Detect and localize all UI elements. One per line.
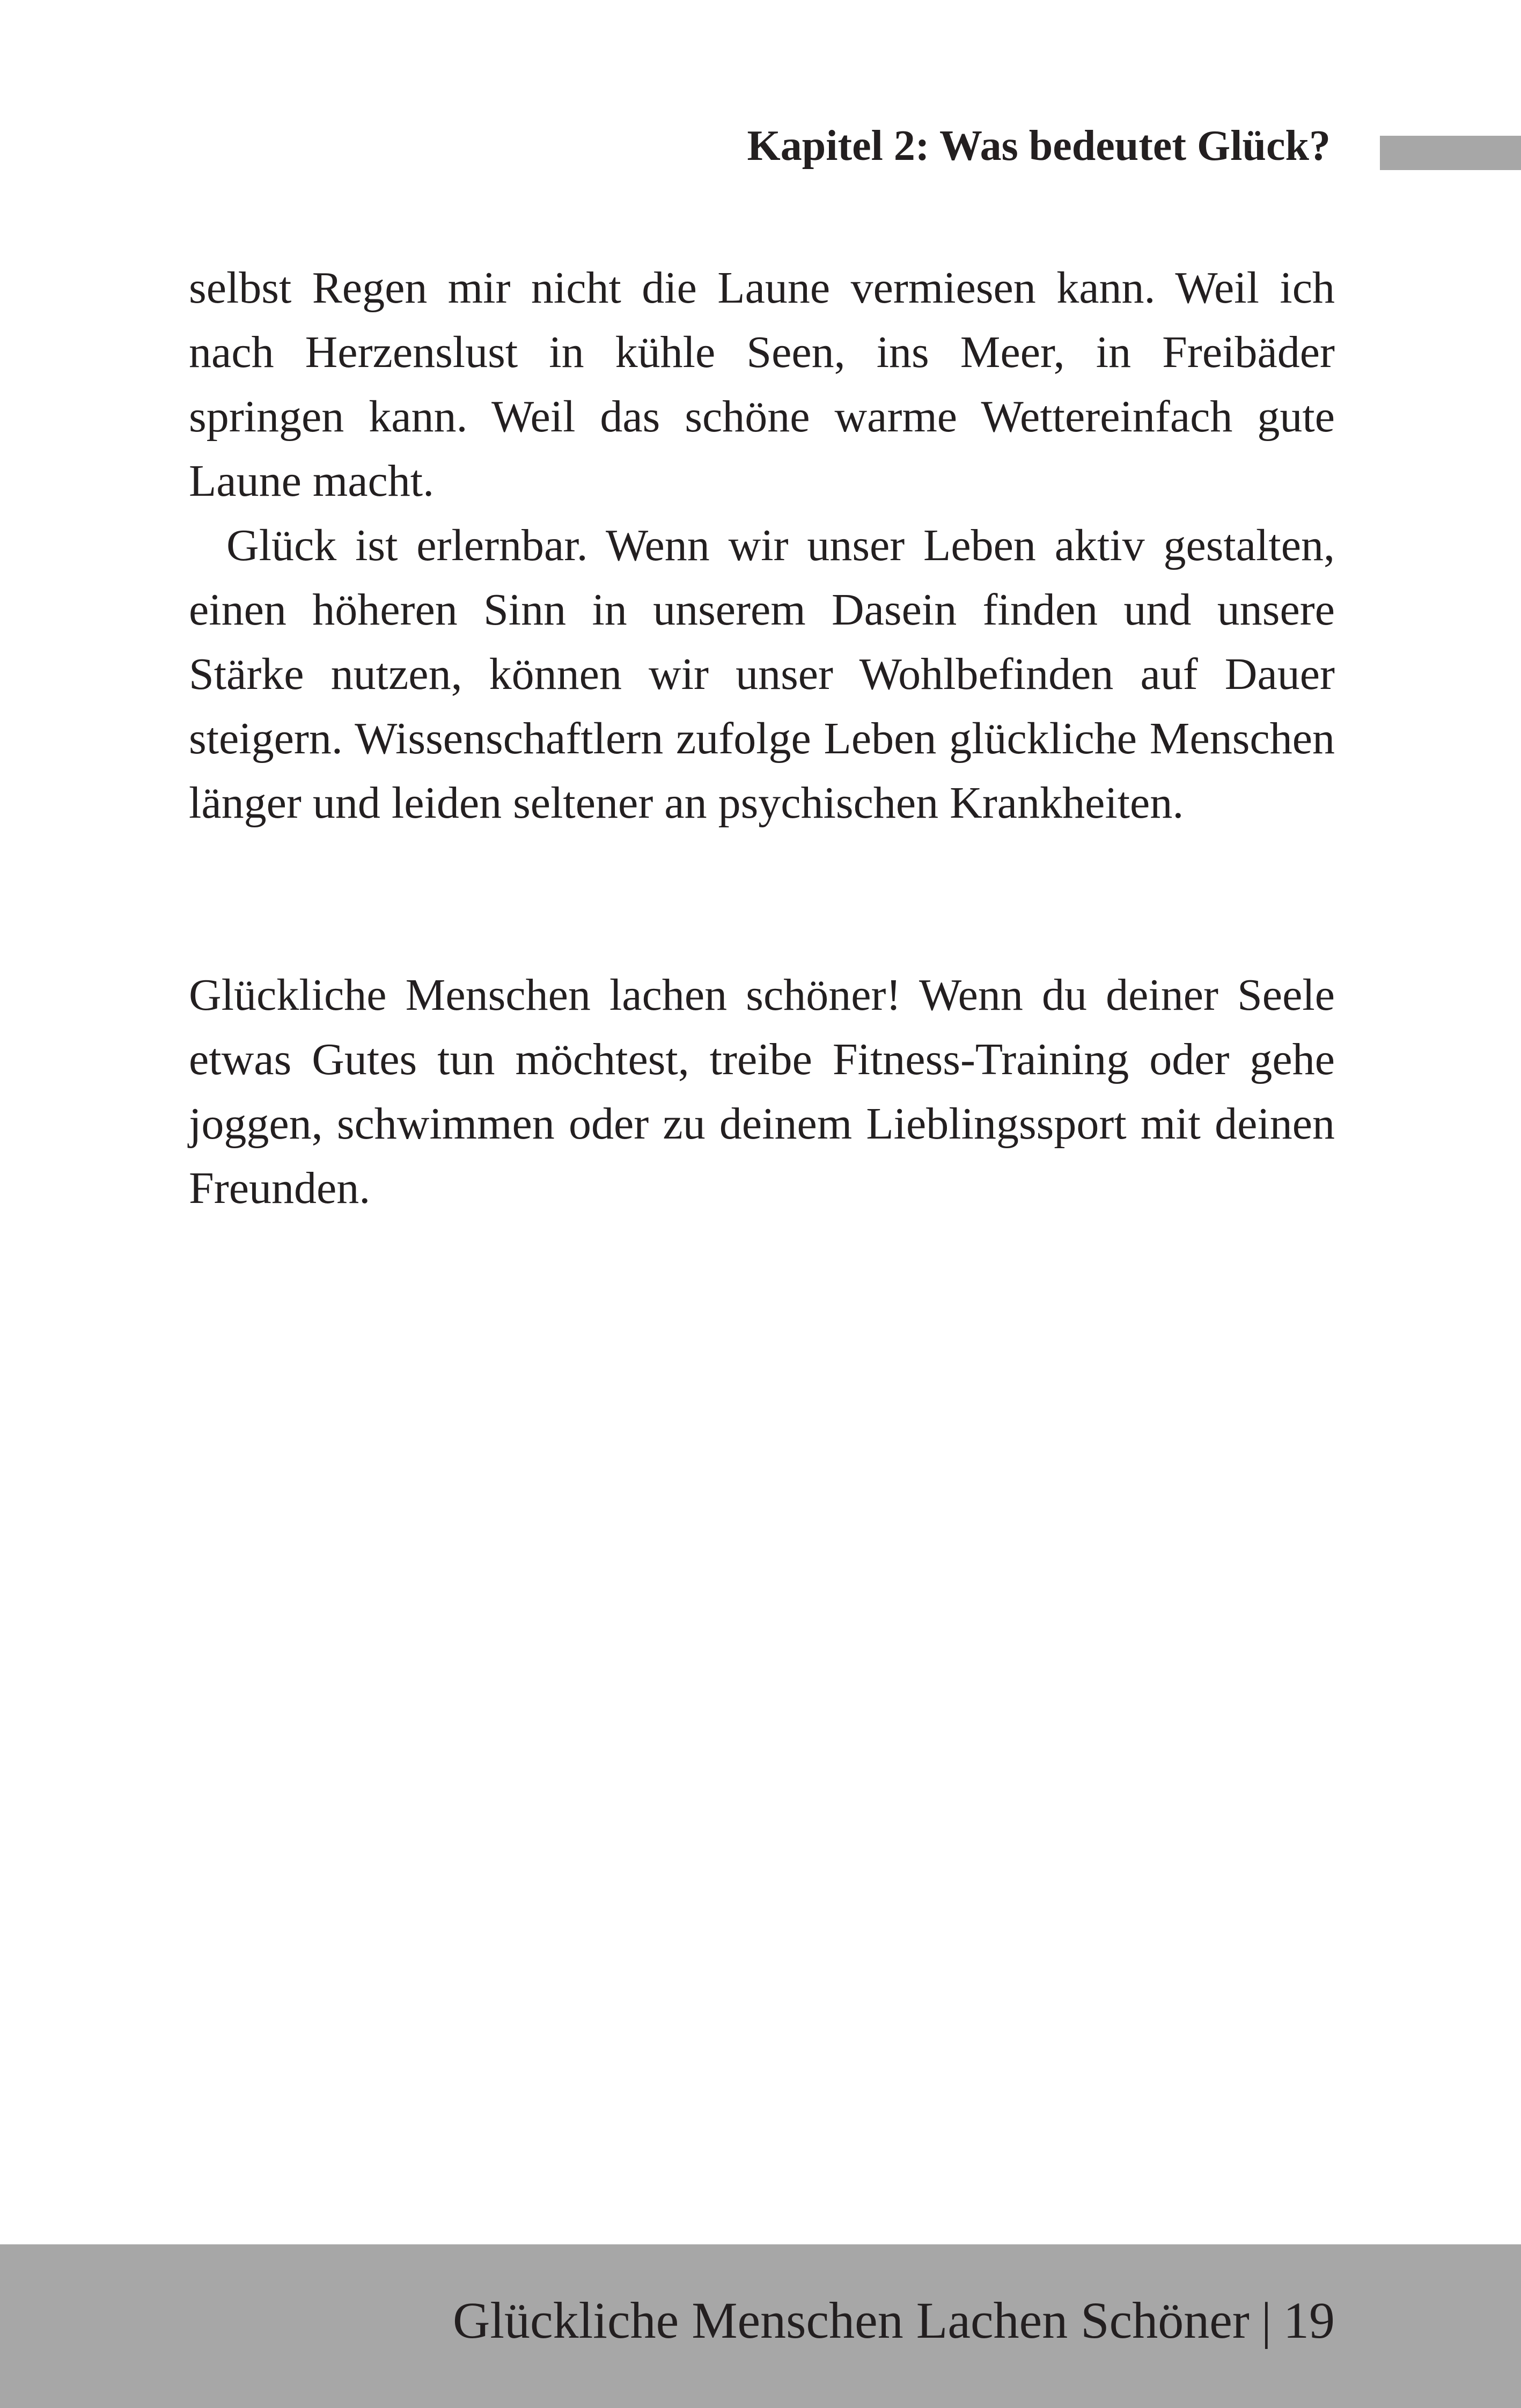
page-number: 19 — [1283, 2292, 1335, 2349]
paragraph-text: Glückliche Menschen lachen schöner! Wenn du deiner Seele etwas Gutes tun möchtest, treibe Fitness-Training oder gehe joggen, schwimmen oder zu deinem Lieblingssport mit deinen Freunden. — [189, 970, 1335, 1213]
body-paragraph-2 — [189, 513, 1335, 835]
paragraph-text: selbst Regen mir nicht die Laune vermiesen kann. Weil ich nach Herzenslust in kühle Seen, ins Meer, in Freibäder springen kann. Weil das schöne warme Wettereinfach gute Laune macht. — [189, 263, 1335, 506]
body-paragraph-3 — [189, 963, 1335, 1221]
footer-separator: | — [1261, 2292, 1272, 2349]
paragraph-text: Glück ist erlernbar. Wenn wir unser Leben aktiv gestalten, einen höheren Sinn in unserem Dasein finden und unsere Stärke nutzen, können wir unser Wohlbefinden auf Dauer steigern. Wissenschaftlern zufolge Leben glückliche Menschen länger und leiden seltener an psychischen Krankheiten. — [189, 520, 1335, 828]
footer — [376, 2288, 1335, 2353]
book-title: Glückliche Menschen Lachen Schöner — [453, 2292, 1250, 2349]
body-paragraph-1 — [189, 256, 1335, 513]
chapter-header: Kapitel 2: Was bedeutet Glück? — [747, 122, 1331, 170]
chapter-thumb-tab — [1380, 136, 1521, 170]
